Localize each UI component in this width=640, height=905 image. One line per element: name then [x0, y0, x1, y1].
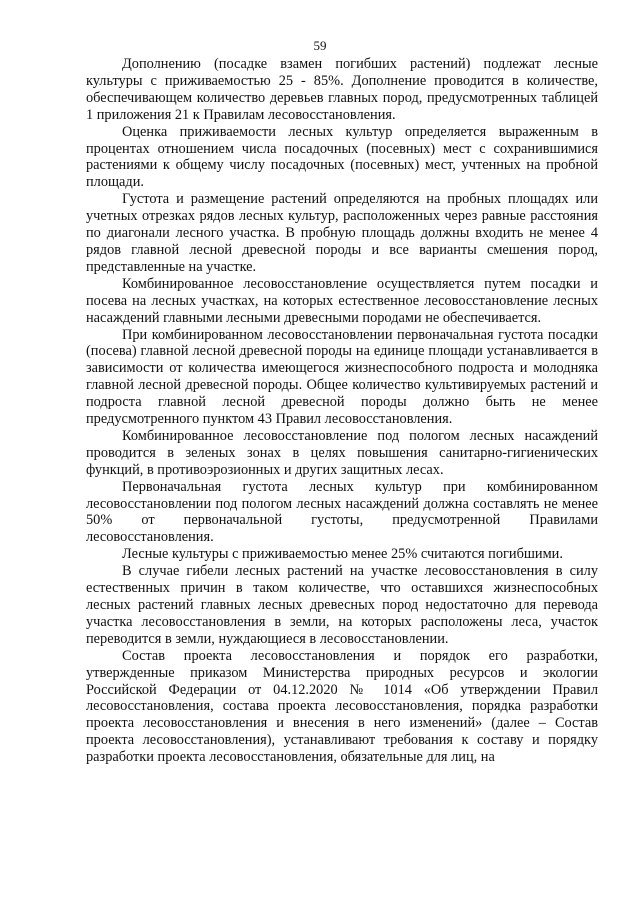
paragraph-dead-cultures: Лесные культуры с приживаемостью менее 25% считаются погибшими.: [122, 546, 563, 563]
paragraph-project-composition: Состав проекта лесовосстановления и порядок его разработки, утвержденные приказом Министерства природных ресурсов и экологии Российской Федерации от 04.12.2020 № 1014 «Об утверждении Правил лесовосстановления, состава проекта лесовосстановления, порядка разработки проекта лесовосстановления и внесения в него изменений» (далее – Состав проекта лесовосстановления), устанавливают требования к составу и порядку разработки проекта лесовосстановления, обязательные для лиц, на: [86, 647, 598, 766]
paragraph-under-canopy-density: Первоначальная густота лесных культур при комбинированном лесовосстановлении под пологом лесных насаждений должна составлять не менее 50% от первоначальной густоты, предусмотренной Правилами лесовосстановления.: [86, 478, 598, 546]
paragraph-density-placement: Густота и размещение растений определяются на пробных площадях или учетных отрезках рядов лесных культур, расположенных через равные расстояния по диагонали лесного участка. В пробную площадь должны входить не менее 4 рядов главной лесной древесной породы и все варианты смешения пород, представленные на участке.: [86, 191, 598, 275]
paragraph-combined-reforestation: Комбинированное лесовосстановление осуществляется путем посадки и посева на лесных участках, на которых естественное лесовосстановление лесных насаждений главными лесными древесными породами не обеспечивается.: [86, 275, 598, 326]
paragraph-initial-density: При комбинированном лесовосстановлении первоначальная густота посадки (посева) главной лесной древесной породы на единице площади устанавливается в зависимости от количества имеющегося жизнеспособного подроста и молодняка главной лесной древесной породы. Общее количество культивируемых растений и подроста главной лесной древесной породы должно быть не менее предусмотренного пунктом 43 Правил лесовосстановления.: [86, 326, 598, 428]
paragraph-survival-assessment: Оценка приживаемости лесных культур определяется выраженным в процентах отношением числа посадочных (посевных) мест с сохранившимися растениями к общему числу посадочных (посевных) мест, учтенных на пробной площади.: [86, 123, 598, 191]
page-number: 59: [313, 38, 327, 53]
paragraph-replanting: Дополнению (посадке взамен погибших растений) подлежат лесные культуры с приживаемостью 25 - 85%. Дополнение проводится в количестве, обеспечивающем количество деревьев главных пород, предусмотренных таблицей 1 приложения 21 к Правилам лесовосстановления.: [86, 56, 598, 123]
document-body: [86, 56, 598, 766]
paragraph-under-canopy: Комбинированное лесовосстановление под пологом лесных насаждений проводится в зеленых зонах в целях повышения санитарно-гигиенических функций, в противоэрозионных и других защитных лесах.: [86, 427, 598, 478]
paragraph-plant-death: В случае гибели лесных растений на участке лесовосстановления в силу естественных причин в таком количестве, что оставшихся жизнеспособных лесных растений главных лесных древесных пород недостаточно для перевода участка лесовосстановления в земли, на которых расположены леса, участок переводится в земли, нуждающиеся в лесовосстановлении.: [86, 563, 598, 647]
